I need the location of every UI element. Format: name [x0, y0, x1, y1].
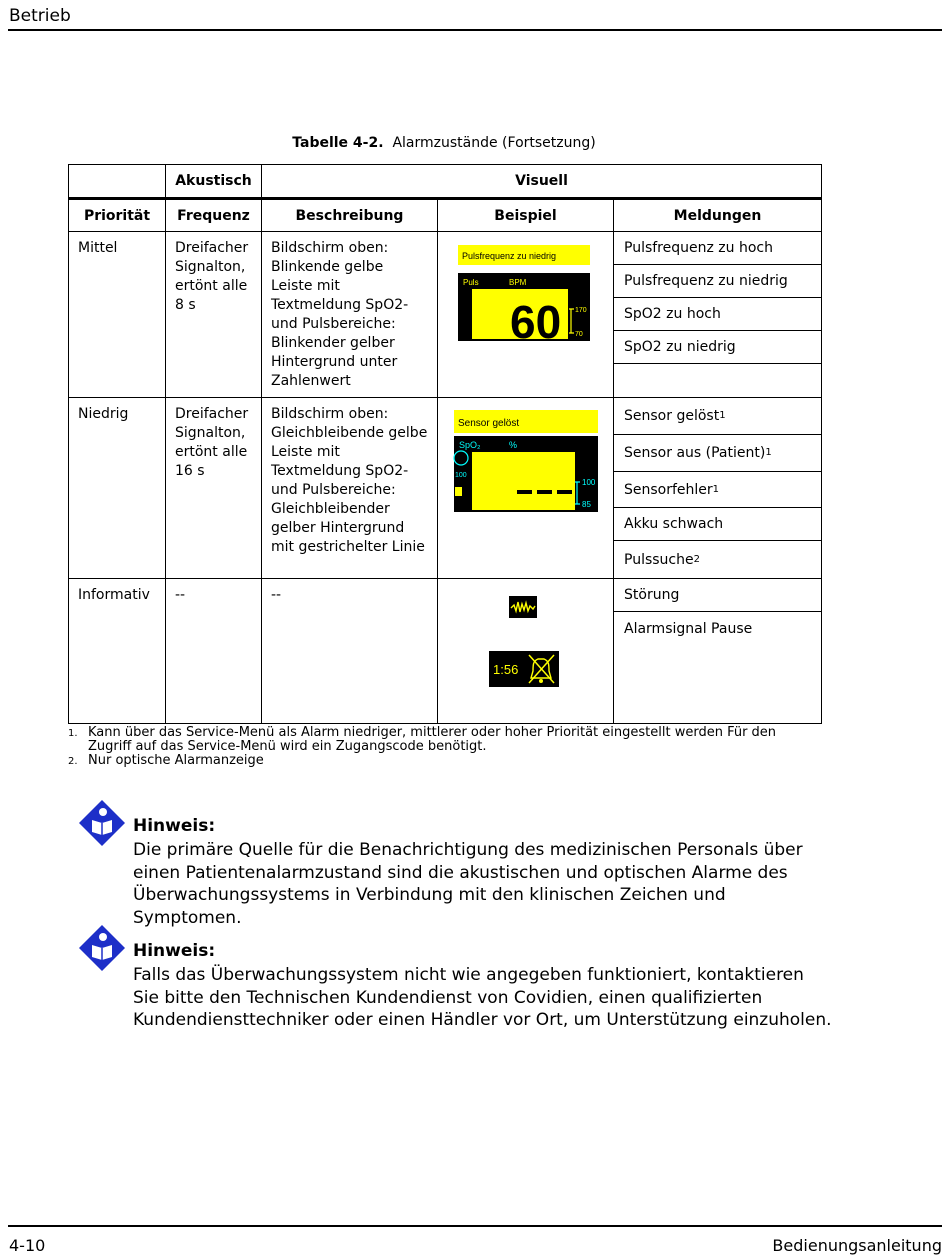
messages-cell [614, 398, 822, 579]
footnote-text: Kann über das Service-Menü als Alarm niedriger, mittlerer oder hoher Priorität eingestellt werden Für den Zugriff auf das Service-Menü wird ein Zugangscode benötigt. [88, 725, 777, 754]
frequency-cell: -- [175, 587, 186, 603]
messages-cell [614, 232, 822, 398]
footnote-text: Nur optische Alarmanzeige [88, 753, 264, 768]
column-header-priority: Priorität [69, 199, 166, 232]
spo2-label: SpO₂ [459, 440, 481, 450]
footnotes [68, 726, 808, 768]
message-item: SpO2 zu niedrig [614, 331, 821, 364]
note-body: Falls das Überwachungssystem nicht wie angegeben funktioniert, kontaktieren Sie bitte den Technischen Kundendienst von Covidien, einen qualifizierten Kundendiensttechniker oder einen Händler vor Ort, um Unterstützung einzuholen. [133, 965, 832, 1030]
low-alarm-screen-image [438, 398, 614, 578]
priority-cell: Informativ [78, 587, 150, 603]
manual-note-icon [78, 924, 126, 972]
small-bar-icon [455, 487, 462, 496]
note-block [78, 924, 858, 1044]
column-header-messages: Meldungen [614, 199, 822, 232]
pulse-label: Puls [463, 278, 479, 287]
dash-segment [517, 490, 532, 494]
header-rule [8, 29, 942, 31]
example-cell [438, 398, 614, 579]
running-header: Betrieb [9, 6, 71, 26]
table-caption-text: Alarmzustände (Fortsetzung) [392, 135, 596, 151]
frequency-cell: Dreifacher Signalton, ertönt alle 8 s [175, 240, 249, 313]
message-item: Alarmsignal Pause [624, 620, 753, 637]
description-cell: Bildschirm oben: Gleichbleibende gelbe Leiste mit Textmeldung SpO2- und Pulsbereiche: Gleichbleibender gelber Hintergrund mit gestrichelter Linie [271, 406, 428, 555]
table-caption [0, 135, 888, 151]
message-item: Pulsfrequenz zu hoch [614, 232, 821, 265]
scale-top: 100 [455, 472, 467, 479]
table-group-header-row [69, 165, 822, 199]
high-limit: 100 [582, 478, 596, 487]
table-row [69, 579, 822, 724]
alarm-banner-text: Sensor gelöst [458, 418, 520, 429]
bell-clapper [539, 679, 543, 683]
frequency-cell: Dreifacher Signalton, ertönt alle 16 s [175, 406, 249, 479]
messages-cell [614, 579, 822, 724]
value-highlight [472, 452, 575, 510]
description-cell: Bildschirm oben: Blinkende gelbe Leiste mit Textmeldung SpO2- und Pulsbereiche: Blinkender gelber Hintergrund unter Zahlenwert [271, 240, 409, 389]
message-item: Sensorfehler 1 [614, 472, 821, 508]
page-number: 4-10 [9, 1236, 46, 1255]
manual-note-icon [78, 799, 126, 847]
note-title: Hinweis: [133, 941, 216, 961]
group-header-acoustic: Akustisch [166, 165, 262, 199]
column-header-description: Beschreibung [262, 199, 438, 232]
pulse-value: 60 [510, 296, 562, 348]
alarm-conditions-table [68, 164, 822, 724]
message-item: Sensor gelöst 1 [614, 398, 821, 435]
low-limit: 85 [582, 500, 591, 509]
alarm-banner-text: Pulsfrequenz zu niedrig [462, 251, 557, 261]
message-item: Pulsfrequenz zu niedrig [614, 265, 821, 298]
message-item: SpO2 zu hoch [614, 298, 821, 331]
footnote-number: 2. [68, 756, 78, 767]
column-header-example: Beispiel [438, 199, 614, 232]
footnote [68, 754, 808, 768]
footer-rule [8, 1225, 942, 1227]
priority-cell: Niedrig [78, 406, 129, 422]
message-item-empty [614, 364, 821, 396]
message-item: Pulssuche 2 [624, 551, 700, 568]
note-body: Die primäre Quelle für die Benachrichtigung des medizinischen Personals über einen Patientenalarmzustand sind die akustischen und optischen Alarme des Überwachungssystems in Verbindung mit den klinischen Zeichen und Symptomen. [133, 840, 803, 928]
message-item: Akku schwach [614, 508, 821, 541]
document-title: Bedienungsanleitung [772, 1236, 942, 1255]
message-item: Störung [614, 579, 821, 612]
medium-alarm-screen-image [438, 232, 614, 397]
empty-header-cell [69, 165, 166, 199]
high-limit: 170 [575, 307, 587, 314]
description-cell: -- [271, 587, 282, 603]
low-limit: 70 [575, 331, 583, 338]
table-row [69, 232, 822, 398]
informative-icons-image [438, 579, 614, 723]
note-title: Hinweis: [133, 816, 216, 836]
group-header-visual: Visuell [262, 165, 822, 199]
note-block [78, 799, 858, 928]
dash-segment [557, 490, 572, 494]
pause-timer: 1:56 [493, 662, 519, 677]
dash-segment [537, 490, 552, 494]
percent-label: % [509, 440, 518, 450]
table-column-header-row [69, 199, 822, 232]
table-caption-label: Tabelle 4-2. [292, 135, 384, 151]
priority-cell: Mittel [78, 240, 118, 256]
example-cell [438, 579, 614, 724]
footnote-number: 1. [68, 728, 78, 739]
bpm-label: BPM [509, 278, 527, 287]
footnote [68, 726, 808, 754]
table-row [69, 398, 822, 579]
example-cell [438, 232, 614, 398]
column-header-frequency: Frequenz [166, 199, 262, 232]
message-item: Sensor aus (Patient) 1 [614, 435, 821, 472]
